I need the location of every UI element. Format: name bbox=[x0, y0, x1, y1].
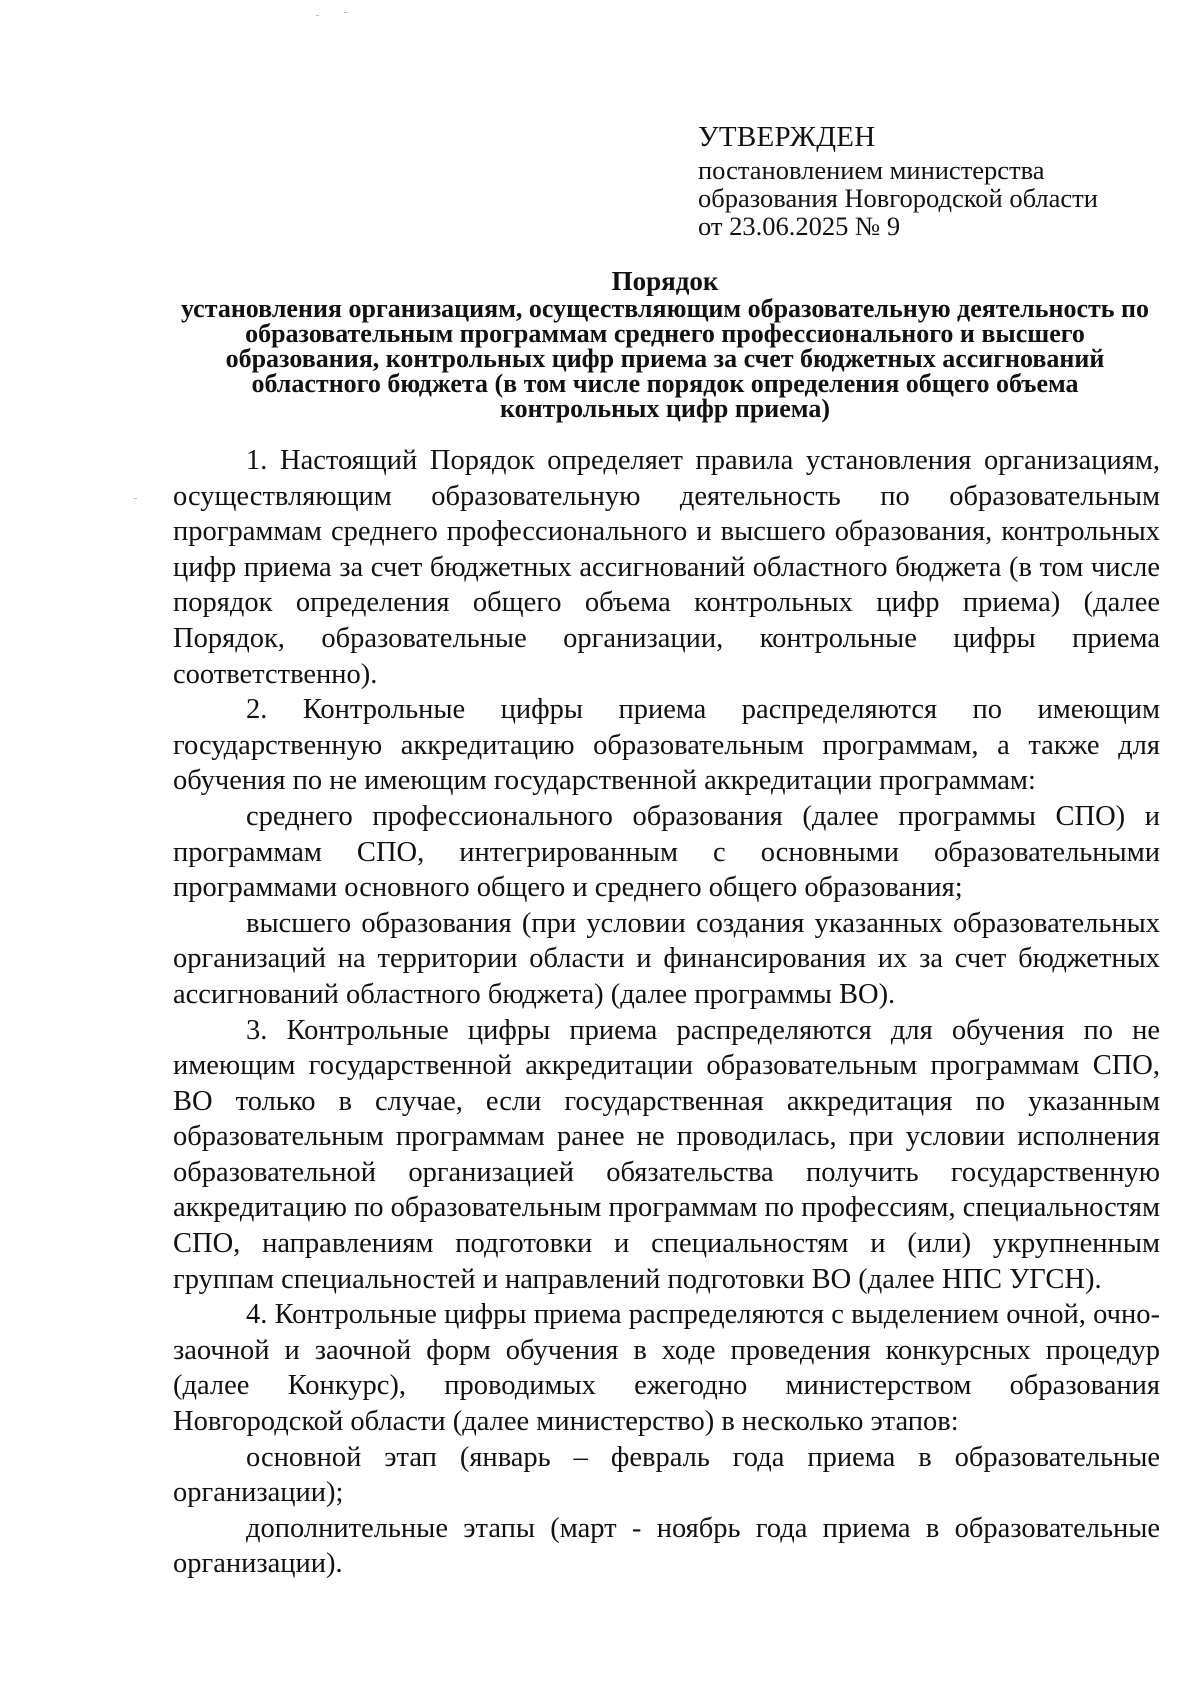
document-heading: Порядок bbox=[611, 266, 719, 296]
paragraph: высшего образования (при условии создания указанных образовательных организаций на территории области и финансирования их за счет бюджетных ассигнований областного бюджета) (далее программы ВО). bbox=[173, 907, 1160, 1010]
scan-artifact bbox=[134, 498, 137, 499]
document-body bbox=[173, 443, 1160, 1582]
approval-line: постановлением министерства bbox=[698, 155, 1045, 185]
approval-date: от 23.06.2025 № 9 bbox=[698, 211, 901, 241]
approval-title: УТВЕРЖДЕН bbox=[698, 121, 876, 153]
paragraph: 4. Контрольные цифры приема распределяются с выделением очной, очно-заочной и заочной форм обучения в ходе проведения конкурсных процедур (далее Конкурс), проводимых ежегодно министерством образования Новгородской области (далее министерство) в несколько этапов: bbox=[173, 1299, 1160, 1438]
approval-stamp bbox=[698, 118, 1168, 240]
document-title bbox=[170, 266, 1160, 421]
scan-artifact bbox=[344, 12, 347, 13]
document-subtitle: установления организациям, осуществляющим образовательную деятельность по образовательным программам среднего профессионального и высшего образования, контрольных цифр приема за счет бюджетных ассигнований областного бюджета (в том числе порядок определения общего объема контрольных цифр приема) bbox=[180, 294, 1149, 423]
paragraph: 1. Настоящий Порядок определяет правила установления организациям, осуществляющим образовательную деятельность по образовательным программам среднего профессионального и высшего образования, контрольных цифр приема за счет бюджетных ассигнований областного бюджета (в том числе порядок определения общего объема контрольных цифр приема) (далее Порядок, образовательные организации, контрольные цифры приема соответственно). bbox=[173, 445, 1160, 690]
paragraph: основной этап (январь – февраль года приема в образовательные организации); bbox=[173, 1441, 1160, 1509]
scan-artifact bbox=[316, 15, 319, 16]
paragraph: среднего профессионального образования (далее программы СПО) и программам СПО, интегрированным с основными образовательными программами основного общего и среднего общего образования; bbox=[173, 800, 1160, 904]
paragraph: 3. Контрольные цифры приема распределяются для обучения по не имеющим государственной аккредитации образовательным программам СПО, ВО только в случае, если государственная аккредитация по указанным образовательным программам ранее не проводилась, при условии исполнения образовательной организацией обязательства получить государственную аккредитацию по образовательным программам по профессиям, специальностям СПО, направлениям подготовки и специальностям и (или) укрупненным группам специальностей и направлений подготовки ВО (далее НПС УГСН). bbox=[173, 1014, 1160, 1295]
approval-line: образования Новгородской области bbox=[698, 183, 1098, 213]
paragraph: дополнительные этапы (март - ноябрь года приема в образовательные организации). bbox=[173, 1512, 1160, 1580]
paragraph: 2. Контрольные цифры приема распределяются по имеющим государственную аккредитацию образовательным программам, а также для обучения по не имеющим государственной аккредитации программам: bbox=[173, 694, 1160, 797]
